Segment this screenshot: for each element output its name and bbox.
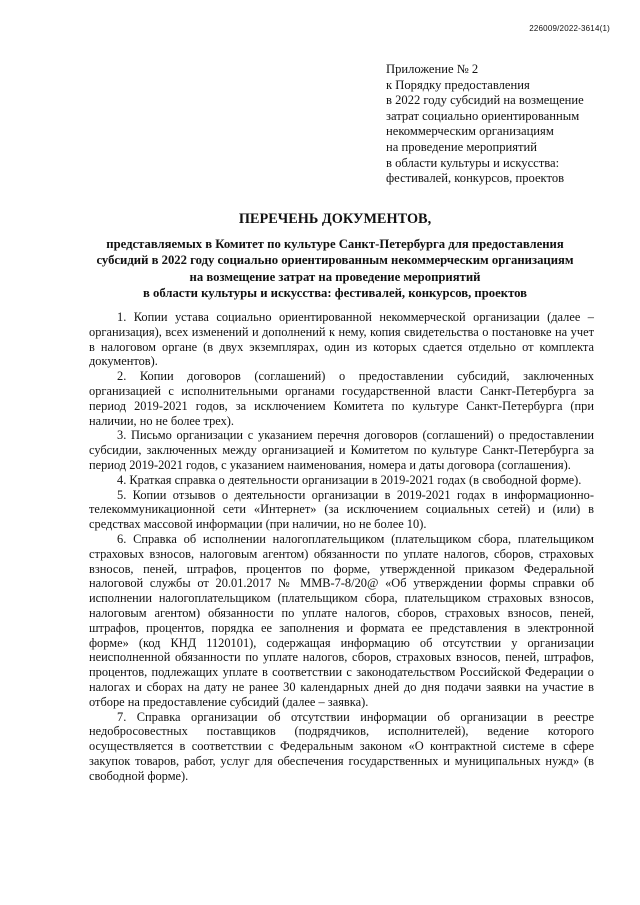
subtitle-line: представляемых в Комитет по культуре Санкт-Петербурга для предоставления [106,237,564,251]
list-item: 4. Краткая справка о деятельности организации в 2019-2021 годах (в свободной форме). [117,472,582,487]
appendix-line: к Порядку предоставления [386,77,530,92]
registration-stamp: 226009/2022-3614(1) [529,24,610,33]
list-item: 6. Справка об исполнении налогоплательщиком (плательщиком сбора, плательщиком страховых взносов, налоговым агентом) обязанности по уплате налогов, сборов, страховых взносов, пеней, штрафов, процентов по форме, утвержденной приказом Федеральной налоговой службы от 20.01.2017 № ММВ-7-8/20@ «Об утверждении формы справки об исполнении налогоплательщиком (плательщиком сбора, плательщиком страховых взносов, налоговым агентом) обязанности по уплате налогов, сборов, страховых взносов, пеней, штрафов, процентов, порядка ее заполнения и формата ее представления в электронной форме» (код КНД 1120101), содержащая информацию об отсутствии у организации неисполненной обязанности по уплате налогов, сборов, страховых взносов, пеней, штрафов, процентов, подлежащих уплате в соответствии с законодательством Российской Федерации о налогах и сборах на дату не ранее 30 календарных дней до дня подачи заявки на участие в отборе на предоставление субсидий (далее – заявка). [89,531,594,709]
appendix-line: затрат социально ориентированным [386,108,580,123]
subtitle-line: на возмещение затрат на проведение мероприятий [189,269,481,284]
list-item: 2. Копии договоров (соглашений) о предоставлении субсидий, заключенных организацией с исполнительными органами государственной власти Санкт-Петербурга за период 2019-2021 годов, за исключением Комитета по культуре Санкт-Петербурга (при наличии, но не более трех). [89,369,594,428]
list-item: 3. Письмо организации с указанием перечня договоров (соглашений) о предоставлении субсидии, заключенных между организацией и Комитетом по культуре Санкт-Петербурга за период 2019-2021 годов, с указанием наименования, номера и даты договора (соглашения). [89,428,594,472]
list-item: 5. Копии отзывов о деятельности организации в 2019-2021 годах в информационно-телекоммуникационной сети «Интернет» (за исключением социальных сетей) и (или) в средствах массовой информации (при наличии, но не более 10). [89,487,594,532]
appendix-line: фестивалей, конкурсов, проектов [386,171,565,186]
document-list [89,310,594,784]
document-title: ПЕРЕЧЕНЬ ДОКУМЕНТОВ, [238,211,432,227]
list-item: 1. Копии устава социально ориентированной некоммерческой организации (далее – организация), всех изменений и дополнений к нему, копия свидетельства о постановке на учет в налоговом органе (в двух экземплярах, один из которых сдается отдельно от комплекта документов). [89,310,594,369]
appendix-line: в области культуры и искусства: [386,155,560,170]
subtitle-line: в области культуры и искусства: фестивалей, конкурсов, проектов [142,285,528,300]
appendix-line: Приложение № 2 [386,62,479,76]
appendix-line: на проведение мероприятий [386,139,538,154]
subtitle-line: субсидий в 2022 году социально ориентированным некоммерческим организациям [96,253,574,268]
list-item: 7. Справка организации об отсутствии информации об организации в реестре недобросовестных поставщиков (подрядчиков, исполнителей), ведение которого осуществляется в соответствии с Федеральным законом «О контрактной системе в сфере закупок товаров, работ, услуг для обеспечения государственных и муниципальных нужд» (в свободной форме). [89,709,594,783]
appendix-line: в 2022 году субсидий на возмещение [386,93,584,108]
appendix-header [386,62,621,187]
document-subtitle [80,236,590,301]
appendix-line: некоммерческим организациям [386,124,554,139]
